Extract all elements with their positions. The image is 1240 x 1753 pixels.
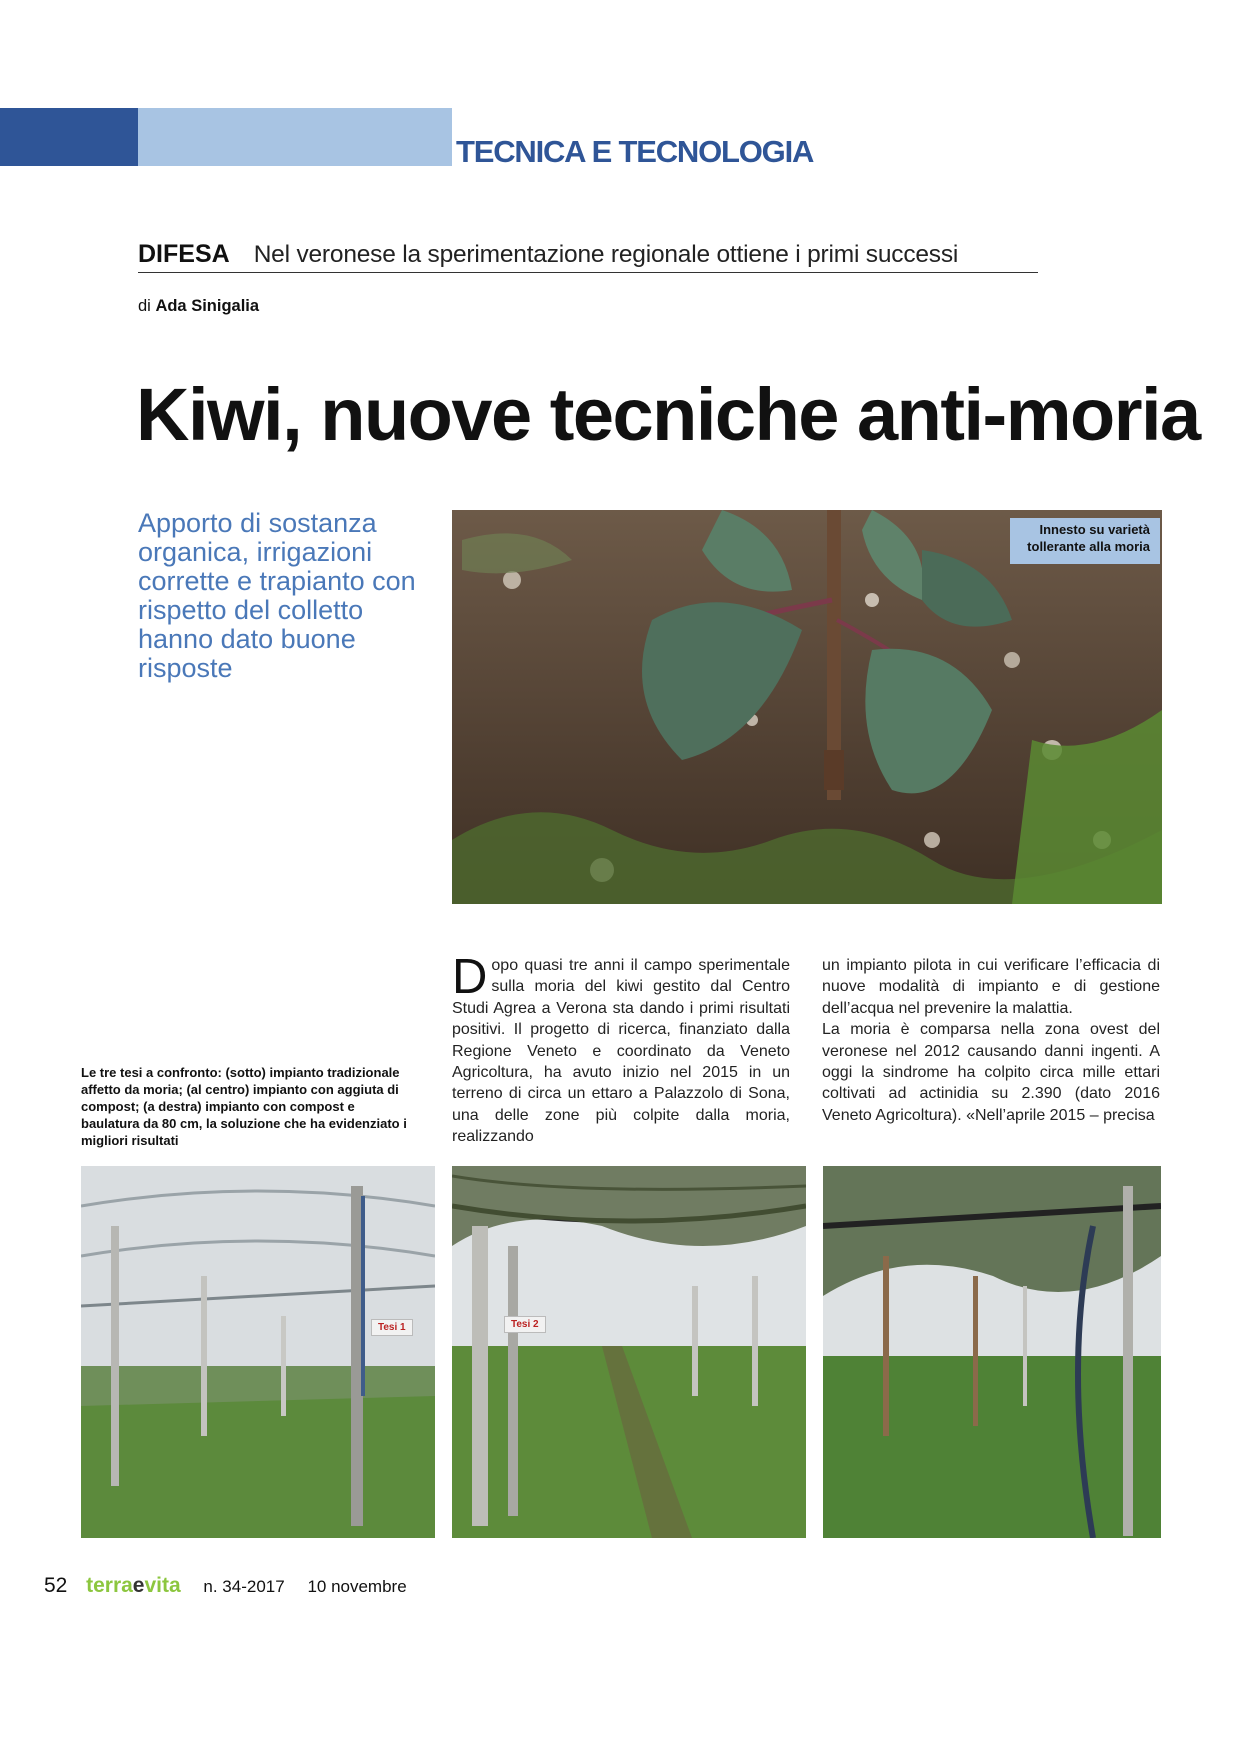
main-photo-caption: Innesto su varietà tollerante alla moria: [1010, 518, 1160, 564]
kicker: [138, 240, 1038, 273]
byline: [138, 297, 259, 316]
body-text-1: opo quasi tre anni il campo sperimentale sulla moria del kiwi gestito dal Centro Studi Agrea a Verona sta dando i primi risultati positivi. Il progetto di ricerca, finanziato dalla Regione Veneto e coordinato da Veneto Agricoltura, ha avuto inizio nel 2015 in un terreno di circa un ettaro a Palazzolo di Sona, una delle zone più colpite dalla moria, realizzando: [452, 957, 790, 1146]
header-bar-dark: [0, 108, 138, 166]
page-number: 52: [44, 1574, 68, 1597]
page-footer: [44, 1574, 407, 1598]
kicker-text: Nel veronese la sperimentazione regionale ottiene i primi successi: [253, 241, 959, 268]
drop-cap: D: [452, 950, 488, 1004]
body-paragraph: La moria è comparsa nella zona ovest del veronese nel 2012 causando danni ingenti. A oggi la sindrome ha colpito circa mille ettari coltivati ad actinidia su 2.390 (dato 2016 Veneto Agricoltura). «Nell’aprile 2015 – precisa: [822, 1021, 1160, 1124]
logo-part: terra: [86, 1574, 133, 1597]
tesi-2-tag: Tesi 2: [504, 1316, 546, 1333]
logo-part: e: [132, 1574, 145, 1597]
orchard-photo-tesi-2: [452, 1166, 806, 1538]
issue-date: 10 novembre: [307, 1577, 407, 1596]
logo-part: vita: [144, 1574, 181, 1597]
photo-caption: Le tre tesi a confronto: (sotto) impianto tradizionale affetto da moria; (al centro) impianto con aggiuta di compost; (a destra) impianto con compost e baulatura da 80 cm, la soluzione che ha evidenziato i migliori risultati: [81, 1065, 407, 1148]
kicker-label: DIFESA: [138, 240, 230, 268]
orchard-photo-tesi-1: [81, 1166, 435, 1538]
body-paragraph: un impianto pilota in cui verificare l’efficacia di nuove modalità di impianto e di gestione dell’acqua nel prevenire la malattia.: [822, 957, 1160, 1017]
header-bar-light: [138, 108, 452, 166]
main-photo: [452, 510, 1162, 904]
magazine-logo: [86, 1574, 181, 1597]
body-column-2: [822, 955, 1160, 1126]
subhead: Apporto di sostanza organica, irrigazioni corrette e trapianto con rispetto del colletto hanno dato buone risposte: [138, 508, 416, 683]
body-column-1: [452, 950, 790, 1148]
headline: Kiwi, nuove tecniche anti-moria: [136, 373, 1200, 456]
tesi-1-tag: Tesi 1: [371, 1319, 413, 1336]
section-title: TECNICA E TECNOLOGIA: [456, 134, 814, 169]
issue-number: n. 34-2017: [203, 1577, 285, 1596]
byline-author: Ada Sinigalia: [155, 297, 260, 315]
byline-prefix: di: [138, 297, 151, 315]
orchard-photo-tesi-3: [823, 1166, 1161, 1538]
